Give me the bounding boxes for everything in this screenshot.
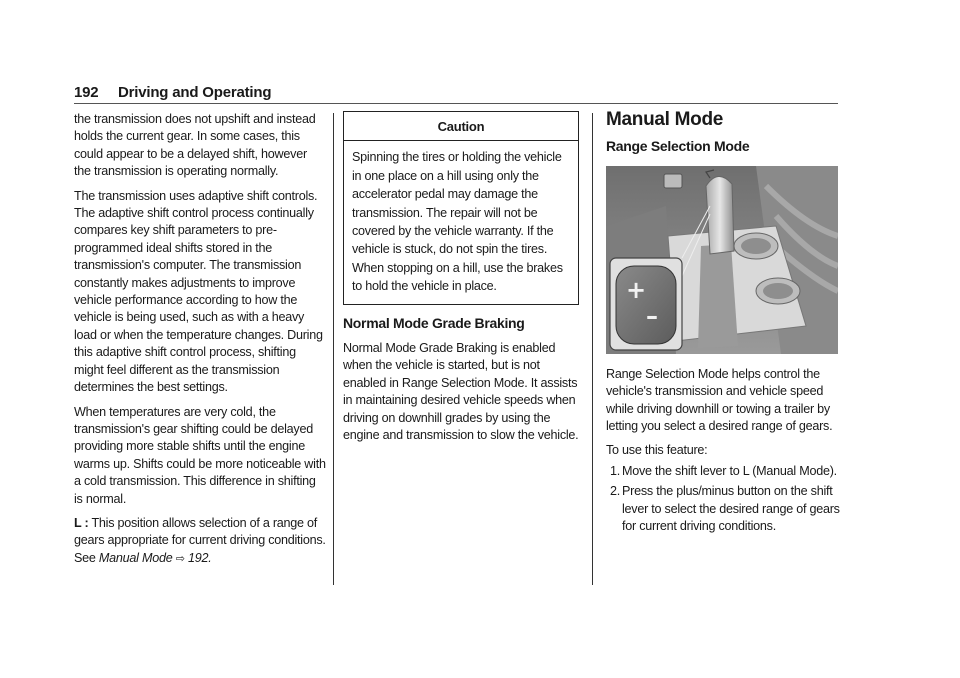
page-ref[interactable]: 192. bbox=[184, 550, 212, 565]
sub-heading: Range Selection Mode bbox=[606, 138, 750, 155]
caution-title: Caution bbox=[344, 112, 578, 141]
paragraph-l-position bbox=[74, 515, 326, 568]
column-divider bbox=[333, 113, 334, 585]
step-text: Move the shift lever to L (Manual Mode). bbox=[622, 463, 837, 478]
page-header bbox=[74, 84, 838, 104]
l-text: This position allows selection of a range of gears appropriate for current driving conditions. See bbox=[74, 515, 326, 565]
paragraph: When temperatures are very cold, the transmission's gear shifting could be delayed providing more stable shifts until the engine warms up. Shifts could be more noticeable with a cold transmission. This difference in shifting is normal. bbox=[74, 404, 326, 506]
paragraph: To use this feature: bbox=[606, 443, 708, 458]
step-number: 1. bbox=[610, 463, 621, 478]
plus-icon: + bbox=[626, 275, 646, 304]
l-label: L : bbox=[74, 515, 89, 530]
minus-icon: – bbox=[646, 301, 658, 330]
column-left bbox=[74, 111, 326, 575]
column-right bbox=[606, 111, 840, 538]
step-number: 2. bbox=[610, 484, 621, 499]
paragraph: The transmission uses adaptive shift controls. The adaptive shift control process continually compares key shift parameters to pre-programmed ideal shifts stored in the transmission's computer. The transmission constantly makes adjustments to improve vehicle performance according to how the vehicle is being used, such as with a heavy load or when the temperature changes. During this adaptive shift control process, shifting might feel different as the transmission determines the best settings. bbox=[74, 188, 323, 395]
step-text: Press the plus/minus button on the shift lever to select the desired range of gears for current driving conditions. bbox=[622, 484, 840, 534]
major-heading: Manual Mode bbox=[606, 109, 724, 130]
paragraph: Range Selection Mode helps control the vehicle's transmission and vehicle speed while driving downhill or towing a trailer by letting you select a desired range of gears. bbox=[606, 366, 833, 434]
shift-lever-illustration bbox=[606, 166, 838, 354]
column-middle bbox=[343, 111, 579, 452]
paragraph: Normal Mode Grade Braking is enabled when the vehicle is started, but is not enabled in Range Selection Mode. It assists in maintaining desired vehicle speeds when driving on downhill grades by using the engine and transmission to slow the vehicle. bbox=[343, 341, 579, 443]
caution-body: Spinning the tires or holding the vehicle in one place on a hill using only the accelerator pedal may damage the transmission. The repair will not be covered by the vehicle warranty. If the vehicle is stuck, do not spin the tires. When stopping on a hill, use the brakes to hold the vehicle in place. bbox=[352, 150, 563, 294]
page-number: 192 bbox=[74, 84, 99, 101]
list-item bbox=[606, 463, 840, 480]
section-title: Driving and Operating bbox=[118, 84, 272, 101]
page-ref-arrow-icon: ⇨ bbox=[175, 552, 185, 565]
steps-list bbox=[606, 463, 840, 536]
section-heading: Normal Mode Grade Braking bbox=[343, 314, 525, 331]
caution-box bbox=[343, 111, 579, 305]
paragraph: the transmission does not upshift and instead holds the current gear. In some cases, this could appear to be a delayed shift, however the transmission is operating normally. bbox=[74, 112, 316, 179]
manual-mode-link[interactable]: Manual Mode bbox=[98, 550, 173, 565]
list-item bbox=[606, 483, 840, 535]
column-divider bbox=[592, 113, 593, 585]
